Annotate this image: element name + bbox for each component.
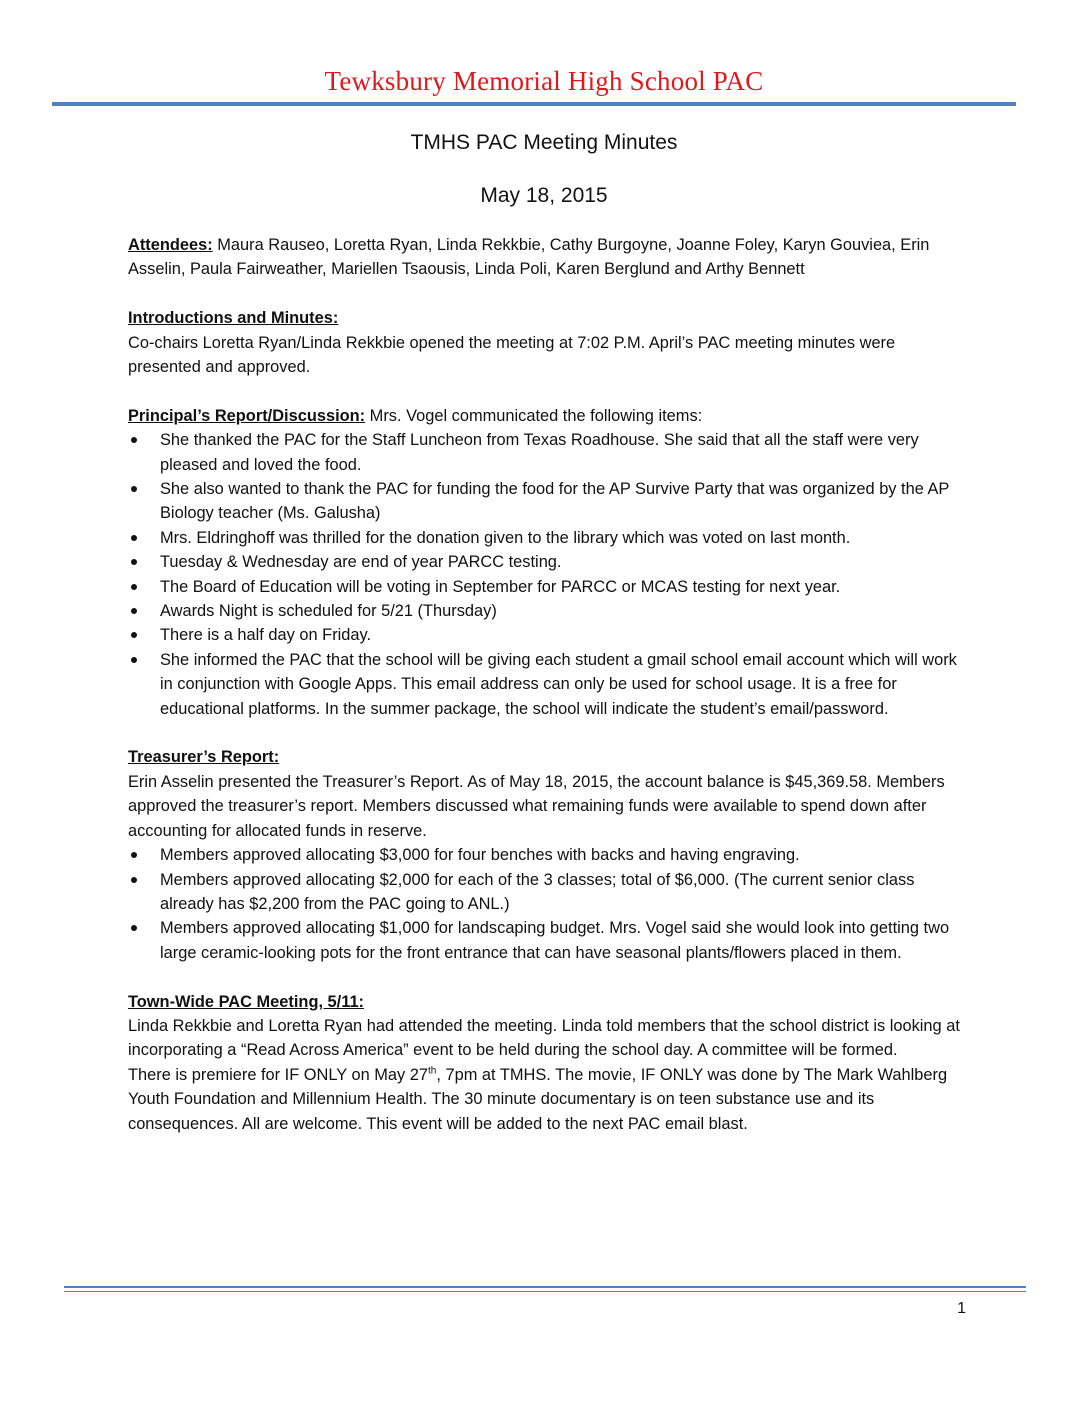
townwide-text: Linda Rekkbie and Loretta Ryan had attended the meeting. Linda told members that the school district is looking at incorporating a “Read Across America” event to be held during the school day. A committee will be formed. (128, 1016, 960, 1060)
introductions-section (128, 306, 968, 379)
list-item: Members approved allocating $1,000 for landscaping budget. Mrs. Vogel said she would look into getting two large ceramic-looking pots for the front entrance that can have seasonal plants/flowers placed in them. (128, 916, 968, 965)
attendees-paragraph (128, 233, 968, 282)
attendees-section (128, 233, 968, 282)
townwide-section (128, 990, 968, 1136)
minutes-body (128, 233, 968, 1160)
principal-heading-suffix: Mrs. Vogel communicated the following items: (365, 406, 703, 425)
principal-items (128, 428, 968, 721)
document-title: TMHS PAC Meeting Minutes (410, 131, 678, 154)
introductions-heading: Introductions and Minutes: (128, 309, 339, 328)
footer-divider (64, 1286, 1026, 1288)
attendees-list: Maura Rauseo, Loretta Ryan, Linda Rekkbie, Cathy Burgoyne, Joanne Foley, Karyn Gouviea, Erin Asselin, Paula Fairweather, Mariellen Tsaousis, Linda Poli, Karen Berglund and Arthy Bennett (128, 236, 930, 279)
header-divider (52, 102, 1016, 106)
premiere-text-start: There is premiere for IF ONLY on May 27 (128, 1065, 429, 1084)
principal-intro (128, 404, 968, 428)
list-item: She also wanted to thank the PAC for funding the food for the AP Survive Party that was organized by the AP Biology teacher (Ms. Galusha) (128, 477, 968, 526)
premiere-text-end: , 7pm at TMHS. The movie, IF ONLY was done by The Mark Wahlberg Youth Foundation and Millennium Health. The 30 minute documentary is on teen substance use and its consequences. All are welcome. This event will be added to the next PAC email blast. (128, 1065, 948, 1133)
townwide-heading: Town-Wide PAC Meeting, 5/11: (128, 992, 365, 1011)
treasurer-text: Erin Asselin presented the Treasurer’s Report. As of May 18, 2015, the account balance is $45,369.58. Members approved the treasurer’s report. Members discussed what remaining funds were available to spend down after accounting for allocated funds in reserve. (128, 772, 945, 840)
treasurer-section (128, 745, 968, 965)
principal-heading: Principal’s Report/Discussion: (128, 406, 366, 425)
treasurer-heading: Treasurer’s Report: (128, 748, 280, 767)
list-item: There is a half day on Friday. (128, 623, 968, 647)
list-item: Members approved allocating $2,000 for each of the 3 classes; total of $6,000. (The current senior class already has $2,200 from the PAC going to ANL.) (128, 868, 968, 917)
list-item: She thanked the PAC for the Staff Luncheon from Texas Roadhouse. She said that all the staff were very pleased and loved the food. (128, 428, 968, 477)
footer-divider-thin (64, 1291, 1026, 1292)
list-item: She informed the PAC that the school will be giving each student a gmail school email account which will work in conjunction with Google Apps. This email address can only be used for school usage. It is a free for educational platforms. In the summer package, the school will indicate the student’s email/password. (128, 648, 968, 721)
list-item: Tuesday & Wednesday are end of year PARCC testing. (128, 550, 968, 574)
attendees-heading: Attendees: (128, 236, 213, 254)
page-number: 1 (957, 1300, 966, 1317)
premiere-text (128, 1063, 968, 1136)
list-item: The Board of Education will be voting in September for PARCC or MCAS testing for next year. (128, 575, 968, 599)
ordinal-suffix: th (428, 1065, 437, 1077)
principal-section (128, 404, 968, 721)
treasurer-items (128, 843, 968, 965)
letterhead-title: Tewksbury Memorial High School PAC (324, 66, 764, 96)
list-item: Mrs. Eldringhoff was thrilled for the donation given to the library which was voted on last month. (128, 526, 968, 550)
list-item: Members approved allocating $3,000 for four benches with backs and having engraving. (128, 843, 968, 867)
list-item: Awards Night is scheduled for 5/21 (Thursday) (128, 599, 968, 623)
document-date: May 18, 2015 (480, 184, 608, 207)
introductions-text: Co-chairs Loretta Ryan/Linda Rekkbie opened the meeting at 7:02 P.M. April’s PAC meeting minutes were presented and approved. (128, 333, 896, 377)
